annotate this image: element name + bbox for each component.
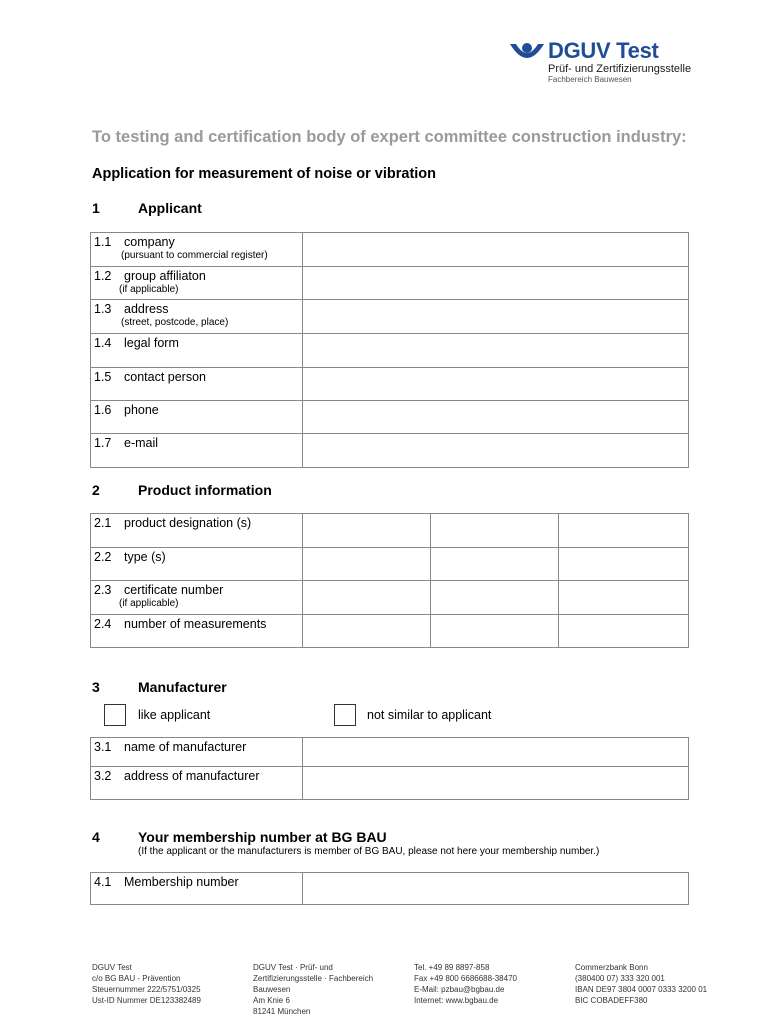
row-label-cell — [91, 514, 303, 548]
table-row — [91, 767, 689, 800]
row-number: 1.4 — [94, 336, 112, 350]
table-row — [91, 233, 689, 267]
legal-form-input-cell[interactable] — [303, 334, 689, 368]
row-label-cell — [91, 615, 303, 648]
row-number: 2.2 — [94, 550, 112, 564]
application-title: Application for measurement of noise or vibration — [92, 166, 437, 182]
section-2-number: 2 — [92, 482, 100, 498]
applicant-table — [90, 232, 689, 468]
input-cell[interactable] — [431, 581, 559, 615]
row-label-cell — [91, 873, 303, 905]
row-label: company — [124, 235, 175, 249]
table-row — [91, 615, 689, 648]
company-input-cell[interactable] — [303, 233, 689, 267]
logo-title: DGUV Test — [548, 38, 659, 63]
input-cell[interactable] — [559, 581, 689, 615]
section-4-number: 4 — [92, 829, 100, 845]
manufacturer-name-input-cell[interactable] — [303, 738, 689, 767]
section-4-title: Your membership number at BG BAU — [138, 829, 387, 845]
row-number: 4.1 — [94, 875, 112, 889]
row-number: 1.3 — [94, 302, 112, 316]
row-label-cell — [91, 581, 303, 615]
membership-number-input-cell[interactable] — [303, 873, 689, 905]
like-applicant-checkbox[interactable] — [104, 704, 126, 726]
row-label-cell — [91, 267, 303, 300]
section-3-number: 3 — [92, 679, 100, 695]
row-number: 3.1 — [94, 740, 112, 754]
row-label: Membership number — [124, 875, 239, 889]
section-1-title: Applicant — [138, 200, 202, 216]
input-cell[interactable] — [303, 514, 431, 548]
section-1-number: 1 — [92, 200, 100, 216]
row-number: 1.5 — [94, 370, 112, 384]
row-label: contact person — [124, 370, 206, 384]
table-row — [91, 581, 689, 615]
not-similar-checkbox[interactable] — [334, 704, 356, 726]
logo-subtitle: Prüf- und Zertifizierungsstelle — [548, 63, 692, 75]
like-applicant-label: like applicant — [138, 708, 211, 722]
input-cell[interactable] — [559, 548, 689, 581]
table-row — [91, 548, 689, 581]
membership-table — [90, 872, 689, 905]
row-hint: (if applicable) — [119, 284, 179, 295]
table-row — [91, 300, 689, 334]
row-number: 2.3 — [94, 583, 112, 597]
row-number: 2.1 — [94, 516, 112, 530]
row-label: phone — [124, 403, 159, 417]
input-cell[interactable] — [303, 615, 431, 648]
table-row — [91, 873, 689, 905]
row-label-cell — [91, 401, 303, 434]
row-number: 1.6 — [94, 403, 112, 417]
table-row — [91, 401, 689, 434]
dguv-logo — [508, 36, 698, 86]
phone-input-cell[interactable] — [303, 401, 689, 434]
row-label-cell — [91, 300, 303, 334]
table-row — [91, 514, 689, 548]
row-label-cell — [91, 334, 303, 368]
row-label-cell — [91, 233, 303, 267]
section-2-title: Product information — [138, 482, 272, 498]
footer-company-info: DGUV Test c/o BG BAU - Prävention Steuernummer 222/5751/0325 Ust-ID Nummer DE123382489 — [92, 963, 201, 1005]
address-input-cell[interactable] — [303, 300, 689, 334]
not-similar-label: not similar to applicant — [367, 708, 492, 722]
table-row — [91, 434, 689, 468]
row-label: address of manufacturer — [124, 769, 260, 783]
product-table — [90, 513, 689, 648]
input-cell[interactable] — [559, 514, 689, 548]
dguv-logo-icon — [508, 40, 546, 70]
row-label: certificate number — [124, 583, 224, 597]
row-label: type (s) — [124, 550, 166, 564]
table-row — [91, 368, 689, 401]
row-number: 1.1 — [94, 235, 112, 249]
email-input-cell[interactable] — [303, 434, 689, 468]
input-cell[interactable] — [431, 548, 559, 581]
membership-note: (If the applicant or the manufacturers is member of BG BAU, please not here your membership number.) — [138, 846, 600, 857]
input-cell[interactable] — [303, 581, 431, 615]
recipient-line: To testing and certification body of expert committee construction industry: — [92, 128, 687, 146]
table-row — [91, 738, 689, 767]
row-number: 1.7 — [94, 436, 112, 450]
row-number: 3.2 — [94, 769, 112, 783]
contact-person-input-cell[interactable] — [303, 368, 689, 401]
row-label-cell — [91, 767, 303, 800]
footer-address: DGUV Test · Prüf- und Zertifizierungsstelle · Fachbereich Bauwesen Am Knie 6 81241 München — [253, 963, 374, 1016]
row-label-cell — [91, 368, 303, 401]
row-label: number of measurements — [124, 617, 267, 631]
manufacturer-address-input-cell[interactable] — [303, 767, 689, 800]
row-label: name of manufacturer — [124, 740, 247, 754]
section-3-title: Manufacturer — [138, 679, 227, 695]
row-label: group affiliaton — [124, 269, 206, 283]
row-label-cell — [91, 548, 303, 581]
input-cell[interactable] — [431, 615, 559, 648]
row-label: product designation (s) — [124, 516, 252, 530]
input-cell[interactable] — [559, 615, 689, 648]
row-hint: (if applicable) — [119, 598, 179, 609]
row-label: legal form — [124, 336, 179, 350]
row-label: e-mail — [124, 436, 159, 450]
table-row — [91, 334, 689, 368]
row-hint: (pursuant to commercial register) — [121, 250, 268, 261]
row-number: 2.4 — [94, 617, 112, 631]
input-cell[interactable] — [303, 548, 431, 581]
row-label: address — [124, 302, 169, 316]
row-label-cell — [91, 738, 303, 767]
footer-contact: Tel. +49 89 8897-858 Fax +49 800 6686688-38470 E-Mail: pzbau@bgbau.de Internet: www.bgbau.de — [414, 963, 517, 1005]
input-cell[interactable] — [431, 514, 559, 548]
group-affiliation-input-cell[interactable] — [303, 267, 689, 300]
row-hint: (street, postcode, place) — [121, 317, 229, 328]
footer-bank: Commerzbank Bonn (380400 07) 333 320 001 IBAN DE97 3804 0007 0333 3200 01 BIC COBADEFF380 — [575, 963, 708, 1005]
table-row — [91, 267, 689, 300]
logo-subtitle-2: Fachbereich Bauwesen — [548, 75, 632, 84]
row-number: 1.2 — [94, 269, 112, 283]
row-label-cell — [91, 434, 303, 468]
manufacturer-table — [90, 737, 689, 800]
